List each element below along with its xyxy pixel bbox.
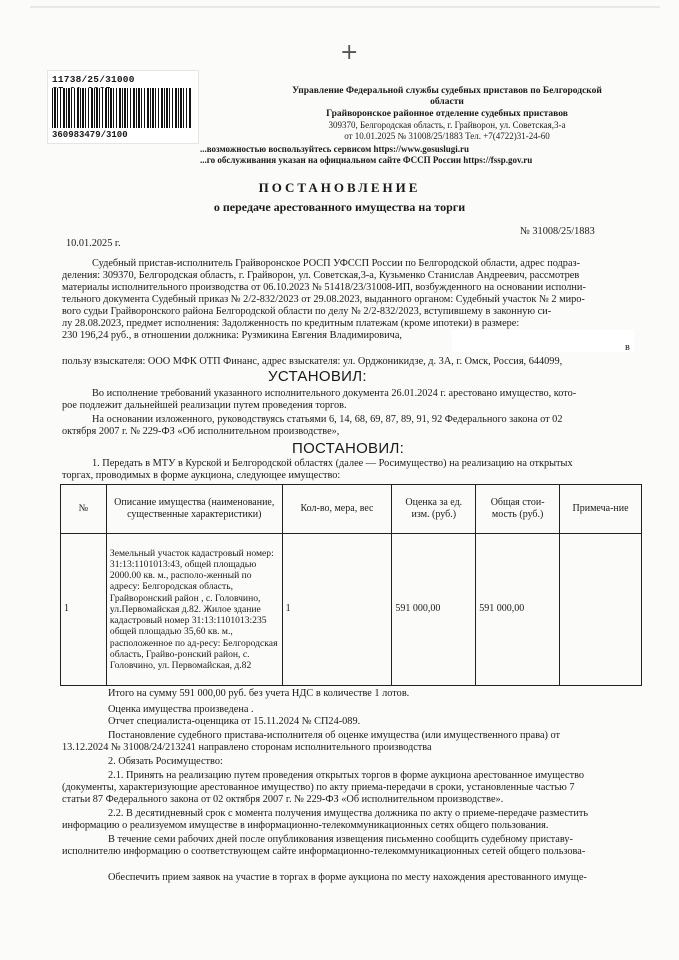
scan-artifact [30,6,660,8]
document-title: ПОСТАНОВЛЕНИЕ [258,180,421,195]
table-header-row [61,485,642,534]
intro-line-7: 230 196,24 руб., в отношении должника: Рузмикина Евгения Владимировича, [62,330,402,341]
after-line-6: 2. Обязать Росимущество: [108,756,223,767]
section-established: УСТАНОВИЛ: [268,368,367,385]
cell-total: 591 000,00 [476,534,560,686]
header-ref: от 10.01.2025 № 31008/25/1883 Тел. +7(4722)31-24-60 [344,131,550,141]
intro-line-4: тельного документа Судебный приказ № 2/2-832/2023 от 29.08.2023, выданного органом: Судебный участок № 2 миро- [62,294,585,305]
after-line-10: 2.2. В десятидневный срок с момента получения имущества должника по акту о приеме-передаче разместить [108,808,589,819]
intro-line-6: лу 28.08.2023, предмет исполнения: Задолженность по кредитным платежам (кроме ипотеки) в размере: [62,318,520,329]
established-line-1: Во исполнение требований указанного исполнительного документа 26.01.2024 г. арестовано имущество, кото- [92,388,577,399]
stamp-bottom-text: 360983479/3100 [52,130,128,140]
header-department: Грайворонское районное отделение судебных приставов [326,109,568,119]
header-total: Общая стои-мость (руб.) [476,485,560,534]
established-line-2: рое подлежит дальнейшей реализации путем проведения торгов. [62,400,347,411]
intro-line-8: в [625,342,630,353]
header-fssp: ...го обслуживания указан на официальном сайте ФССП России https://fssp.gov.ru [200,155,533,165]
header-agency-region: области [430,97,464,107]
intro-line-3: материалы исполнительного производства от 06.10.2023 № 51418/23/31008-ИП, возбужденного на основании исполни- [62,282,586,293]
redacted-area [452,330,634,352]
cell-note [560,534,642,686]
cell-num: 1 [61,534,107,686]
intro-line-5: вого судьи Грайворонского района Белгородской области по делу № 2/2-832/2023, вступившему в законную си- [62,306,552,317]
header-description: Описание имущества (наименование, существенные характеристики) [106,485,282,534]
header-agency: Управление Федеральной службы судебных приставов по Белгородской [292,86,602,96]
after-line-3: Отчет специалиста-оценщика от 15.11.2024 № СП24-089. [108,716,361,727]
section-resolved: ПОСТАНОВИЛ: [292,440,405,457]
document-number: № 31008/25/1883 [520,226,595,237]
resolved-line-2: торгах, проводимых в форме аукциона, следующее имущество: [62,470,341,481]
established-line-4: октября 2007 г. № 229-ФЗ «Об исполнительном производстве», [62,426,340,437]
header-unit-price: Оценка за ед. изм. (руб.) [392,485,476,534]
header-address: 309370, Белгородская область, г. Грайворон, ул. Советская,3-а [328,120,566,130]
handwritten-mark: + [340,40,359,65]
established-line-3: На основании изложенного, руководствуясь статьями 6, 14, 68, 69, 87, 89, 91, 92 Федерального закона от 02 [92,414,563,425]
registration-stamp [47,70,199,144]
document-subtitle: о передаче арестованного имущества на торги [213,200,466,214]
cell-unit-price: 591 000,00 [392,534,476,686]
cell-description: Земельный участок кадастровый номер: 31:13:1101013:43, общей площадью 2000.00 кв. м., располо-женный по адресу: Белгородская область, Грайворонский район , с. Головчино, ул.Первомайская д.82. Жилое здание кадастровый номер 31:13:1101013:235 общей площадью 35,60 кв. м., расположенное по ад-ресу: Белгородская область, Грайво-ронский район, с. Головчино, ул. Первомайская, д.82 [106,534,282,686]
after-line-11: информацию о реализуемом имуществе в информационно-телекоммуникационных сетях общего пользования. [62,820,549,831]
table-row [61,534,642,686]
header-num: № [61,485,107,534]
intro-line-2: деления: 309370, Белгородская область, г. Грайворон, ул. Советская,3-а, Кузьменко Станислав Андреевич, рассмотрев [62,270,580,281]
after-line-13: исполнителю информацию о соответствующем сайте информационно-телекоммуникационных сетей общего пользова- [62,846,586,857]
after-line-1: Итого на сумму 591 000,00 руб. без учета НДС в количестве 1 лотов. [108,688,410,699]
intro-line-9: пользу взыскателя: ООО МФК ОТП Финанс, адрес взыскателя: ул. Орджоникидзе, д. 3А, г. Омск, Россия, 644099, [62,356,563,367]
after-line-8: (документы, характеризующие арестованное имущество) по акту приема-передачи в сроки, установленные частью 7 [62,782,575,793]
document-date: 10.01.2025 г. [66,238,121,249]
after-line-9: статьи 87 Федерального закона от 02 октября 2007 г. № 229-ФЗ «Об исполнительном производстве». [62,794,504,805]
after-line-7: 2.1. Принять на реализацию путем проведения открытых торгов в форме аукциона арестованное имущество [108,770,585,781]
after-line-4: Постановление судебного пристава-исполнителя об оценке имущества (или имущественного права) от [108,730,561,741]
cell-quantity: 1 [282,534,392,686]
after-line-12: В течение семи рабочих дней после опубликования извещения письменно сообщить судебному приставу- [108,834,573,845]
stamp-top-text: 11738/25/31000 [52,74,135,85]
after-line-14: Обеспечить прием заявок на участие в торгах в форме аукциона по месту нахождения арестованного имуще- [108,872,587,883]
barcode [52,88,192,128]
resolved-line-1: 1. Передать в МТУ в Курской и Белгородской областях (далее — Росимущество) на реализацию на открытых [92,458,573,469]
after-line-2: Оценка имущества произведена . [108,704,254,715]
header-quantity: Кол-во, мера, вес [282,485,392,534]
header-note: Примеча-ние [560,485,642,534]
intro-line-1: Судебный пристав-исполнитель Грайворонское РОСП УФССП России по Белгородской области, адрес подраз- [92,258,581,269]
after-line-5: 13.12.2024 № 31008/24/213241 направлено сторонам исполнительного производства [62,742,432,753]
property-table [60,484,642,686]
header-gosuslugi: ...возможностью воспользуйтесь сервисом https://www.gosuslugi.ru [200,144,470,154]
